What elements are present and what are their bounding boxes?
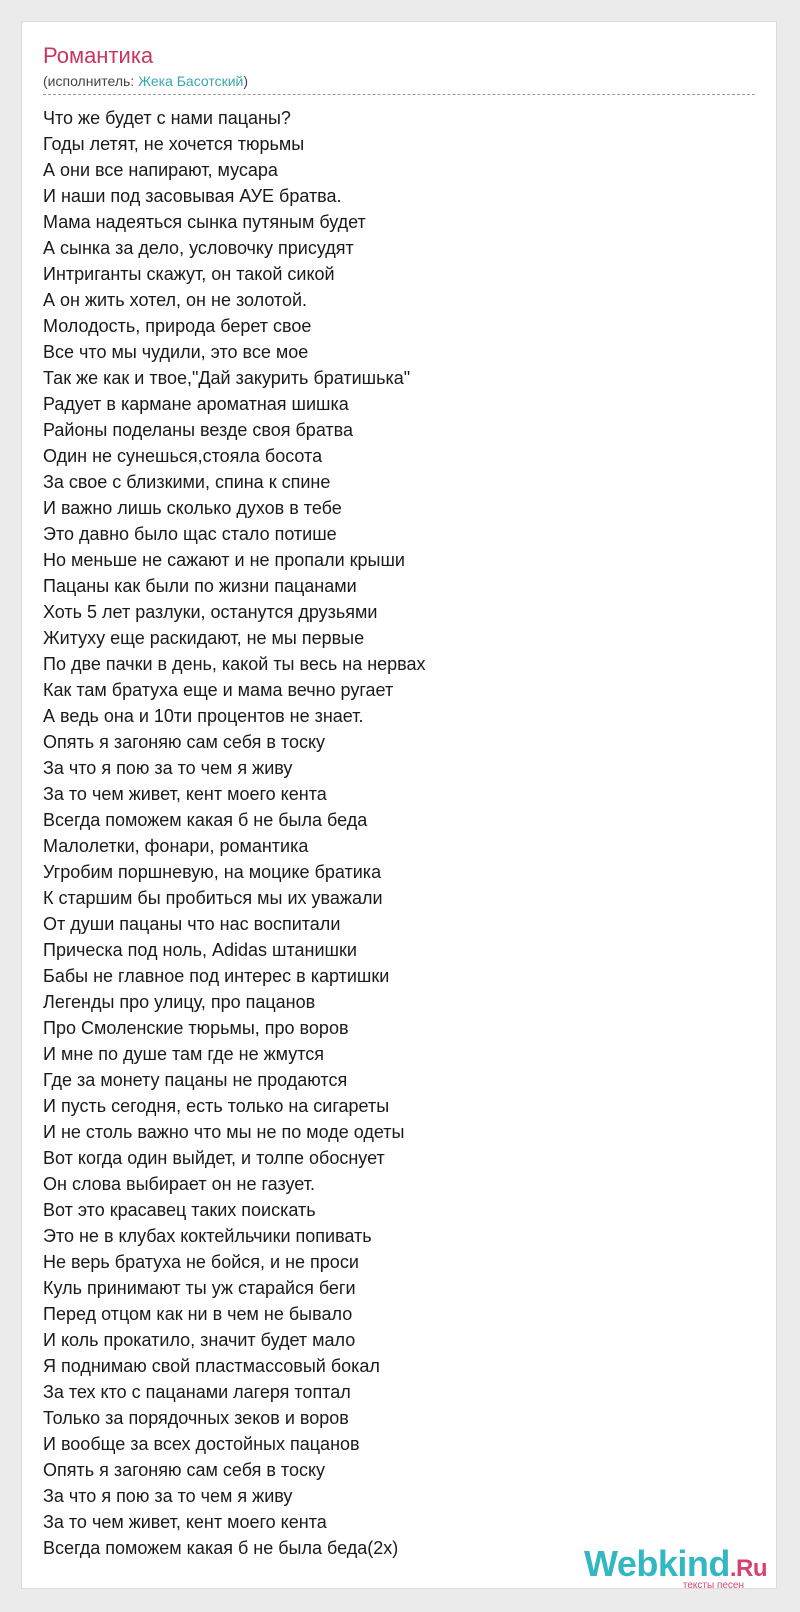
lyric-line: Один не сунешься,стояла босота (43, 446, 323, 466)
lyric-line: А они все напирают, мусара (43, 160, 278, 180)
artist-prefix: (исполнитель: (43, 73, 139, 89)
lyric-line: По две пачки в день, какой ты весь на нервах (43, 654, 426, 674)
lyric-line: Легенды про улицу, про пацанов (43, 992, 316, 1012)
lyrics-text (43, 105, 426, 1561)
lyric-line: Всегда поможем какая б не была беда(2х) (43, 1538, 399, 1558)
lyric-line: Радует в кармане ароматная шишка (43, 394, 349, 414)
lyric-line: Годы летят, не хочется тюрьмы (43, 134, 305, 154)
lyric-line: Что же будет с нами пацаны? (43, 108, 291, 128)
lyric-line: И важно лишь сколько духов в тебе (43, 498, 342, 518)
lyric-line: А сынка за дело, условочку присудят (43, 238, 354, 258)
lyric-line: Это давно было щас стало потише (43, 524, 337, 544)
lyric-line: Малолетки, фонари, романтика (43, 836, 309, 856)
logo-tagline: тексты песен (682, 1580, 744, 1591)
lyric-line: Вот это красавец таких поискать (43, 1200, 316, 1220)
lyric-line: А он жить хотел, он не золотой. (43, 290, 308, 310)
lyric-line: Про Смоленские тюрьмы, про воров (43, 1018, 349, 1038)
lyric-line: Всегда поможем какая б не была беда (43, 810, 368, 830)
lyric-line: Перед отцом как ни в чем не бывало (43, 1304, 353, 1324)
artist-line (43, 72, 248, 90)
lyric-line: Житуху еще раскидают, не мы первые (43, 628, 365, 648)
lyric-line: Бабы не главное под интерес в картишки (43, 966, 390, 986)
lyric-line: Опять я загоняю сам себя в тоску (43, 1460, 326, 1480)
lyric-line: Так же как и твое,"Дай закурить братишька" (43, 368, 411, 388)
lyric-line: И наши под засовывая АУЕ братва. (43, 186, 342, 206)
lyric-line: Он слова выбирает он не газует. (43, 1174, 315, 1194)
lyric-line: Прическа под ноль, Adidas штанишки (43, 940, 357, 960)
artist-suffix: ) (243, 73, 249, 89)
lyric-line: Мама надеяться сынка путяным будет (43, 212, 366, 232)
lyric-line: Опять я загоняю сам себя в тоску (43, 732, 326, 752)
lyric-line: За то чем живет, кент моего кента (43, 1512, 327, 1532)
lyric-line: Не верь братуха не бойся, и не проси (43, 1252, 359, 1272)
lyric-line: А ведь она и 10ти процентов не знает. (43, 706, 364, 726)
lyric-line: Угробим поршневую, на моцике братика (43, 862, 382, 882)
lyric-line: От души пацаны что нас воспитали (43, 914, 341, 934)
lyric-line: Как там братуха еще и мама вечно ругает (43, 680, 394, 700)
logo-tld: .Ru (729, 1555, 768, 1582)
lyric-line: И коль прокатило, значит будет мало (43, 1330, 356, 1350)
lyric-line: Пацаны как были по жизни пацанами (43, 576, 357, 596)
lyric-line: Вот когда один выйдет, и толпе обоснует (43, 1148, 385, 1168)
lyric-line: Только за порядочных зеков и воров (43, 1408, 349, 1428)
lyric-line: И не столь важно что мы не по моде одеты (43, 1122, 405, 1142)
lyric-line: Это не в клубах коктейльчики попивать (43, 1226, 372, 1246)
artist-link[interactable]: Жека Басотский (138, 73, 244, 89)
lyric-line: Куль принимают ты уж старайся беги (43, 1278, 356, 1298)
site-logo[interactable] (584, 1545, 784, 1589)
lyric-line: Интриганты скажут, он такой сикой (43, 264, 335, 284)
lyric-line: За тех кто с пацанами лагеря топтал (43, 1382, 351, 1402)
lyric-line: За то чем живет, кент моего кента (43, 784, 327, 804)
lyric-line: И пусть сегодня, есть только на сигареты (43, 1096, 390, 1116)
lyric-line: Где за монету пацаны не продаются (43, 1070, 348, 1090)
lyrics-card (21, 21, 777, 1589)
lyric-line: За что я пою за то чем я живу (43, 758, 293, 778)
lyric-line: Все что мы чудили, это все мое (43, 342, 309, 362)
lyric-line: Я поднимаю свой пластмассовый бокал (43, 1356, 380, 1376)
lyric-line: За свое с близкими, спина к спине (43, 472, 331, 492)
header-divider (43, 94, 755, 95)
lyric-line: Но меньше не сажают и не пропали крыши (43, 550, 405, 570)
lyric-line: И вообще за всех достойных пацанов (43, 1434, 360, 1454)
lyric-line: И мне по душе там где не жмутся (43, 1044, 325, 1064)
song-title: Романтика (43, 43, 154, 68)
lyric-line: За что я пою за то чем я живу (43, 1486, 293, 1506)
lyric-line: К старшим бы пробиться мы их уважали (43, 888, 383, 908)
lyric-line: Молодость, природа берет свое (43, 316, 312, 336)
logo-name: Webkind (584, 1543, 730, 1584)
lyric-line: Хоть 5 лет разлуки, останутся друзьями (43, 602, 378, 622)
lyric-line: Районы поделаны везде своя братва (43, 420, 354, 440)
